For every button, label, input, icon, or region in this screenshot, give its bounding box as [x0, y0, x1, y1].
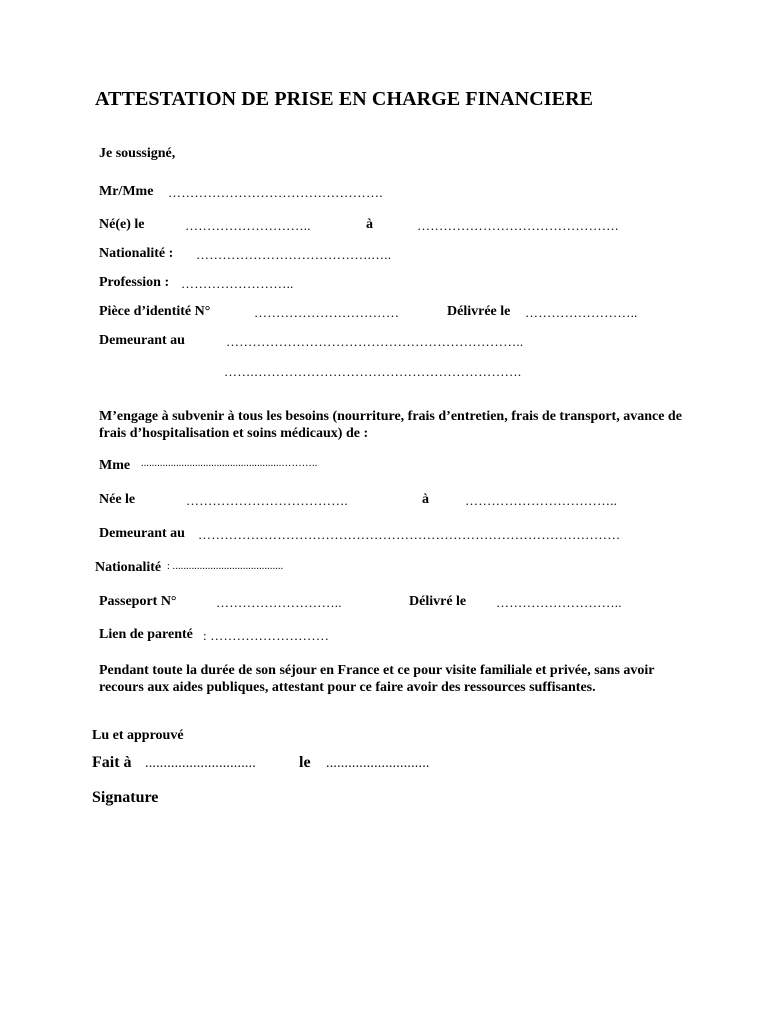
guarantor-address-field-1[interactable]: ………………………………………………………….. [226, 334, 524, 349]
beneficiary-birthplace-field[interactable]: …………………………….. [465, 493, 618, 508]
beneficiary-kinship-label: Lien de parenté [99, 627, 193, 642]
beneficiary-passport-issued-label: Délivré le [409, 594, 467, 609]
guarantor-id-label: Pièce d’identité N° [99, 304, 211, 319]
guarantor-id-issued-label: Délivrée le [447, 304, 511, 319]
guarantor-address-label: Demeurant au [99, 333, 185, 348]
stay-paragraph: Pendant toute la durée de son séjour en France et ce pour visite familiale et privée, sans avoir recours aux aides publiques, attestant pour ce faire avoir des ressources suffisantes. [99, 663, 655, 695]
beneficiary-passport-label: Passeport N° [99, 594, 177, 609]
beneficiary-name-label: Mme [99, 458, 131, 473]
date-label: le [299, 754, 311, 771]
guarantor-birthplace-field[interactable]: ………………………………………. [417, 218, 619, 233]
guarantor-profession-label: Profession : [99, 275, 170, 290]
intro-text: Je soussigné, [99, 146, 176, 161]
guarantor-id-issued-field[interactable]: …………………….. [525, 305, 638, 320]
guarantor-address-field-2[interactable]: …….……………………………………………………. [224, 364, 522, 379]
guarantor-name-field[interactable]: …………………………………………. [168, 185, 383, 200]
beneficiary-address-field[interactable]: …………………………………………………………………………………… [198, 527, 621, 542]
beneficiary-name-field[interactable]: ....................................................……….. [141, 458, 318, 469]
guarantor-birthdate-label: Né(e) le [99, 217, 145, 232]
read-approved-text: Lu et approuvé [92, 728, 184, 743]
beneficiary-birthdate-field[interactable]: ………………………………. [186, 493, 348, 508]
signature-label: Signature [92, 789, 159, 806]
beneficiary-nationality-label: Nationalité [95, 560, 162, 575]
guarantor-profession-field[interactable]: …………………….. [181, 276, 294, 291]
guarantor-name-label: Mr/Mme [99, 184, 154, 199]
guarantor-nationality-label: Nationalité : [99, 246, 174, 261]
guarantor-birthplace-label: à [366, 217, 373, 232]
beneficiary-kinship-field[interactable]: : ……………………… [203, 628, 330, 643]
commitment-paragraph: M’engage à subvenir à tous les besoins (nourriture, frais d’entretien, frais de transport, avance de frais d’hospitalisation et soins médicaux) de : [99, 409, 682, 441]
beneficiary-birthplace-label: à [422, 492, 429, 507]
document-title: ATTESTATION DE PRISE EN CHARGE FINANCIERE [95, 88, 594, 110]
guarantor-id-field[interactable]: …………………………… [254, 305, 400, 320]
done-at-label: Fait à [92, 754, 132, 771]
beneficiary-birthdate-label: Née le [99, 492, 136, 507]
guarantor-nationality-field[interactable]: ………………………………….….. [196, 247, 392, 262]
done-at-field[interactable]: .............................. [145, 756, 256, 771]
beneficiary-passport-issued-field[interactable]: ……………………….. [496, 595, 622, 610]
beneficiary-nationality-field[interactable]: : ......................................... [167, 561, 284, 572]
guarantor-birthdate-field[interactable]: ……………………….. [185, 218, 311, 233]
beneficiary-address-label: Demeurant au [99, 526, 185, 541]
date-field[interactable]: ............................ [326, 756, 430, 771]
beneficiary-passport-field[interactable]: ……………………….. [216, 595, 342, 610]
